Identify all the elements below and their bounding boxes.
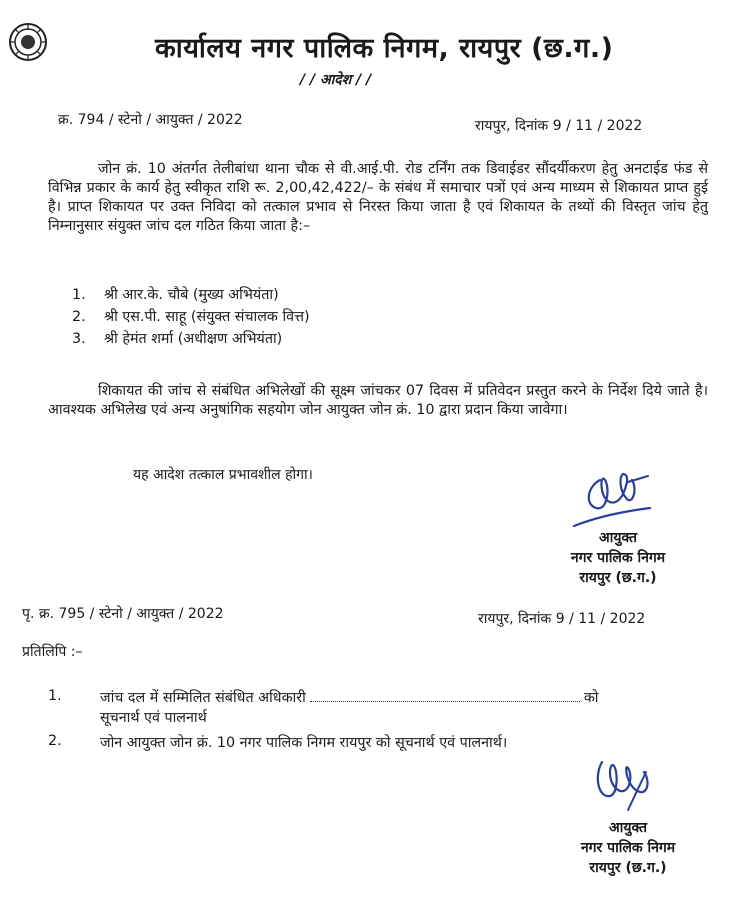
- member-name: श्री आर.के. चौबे (मुख्य अभियंता): [104, 287, 279, 303]
- body-paragraph-2: [48, 382, 708, 420]
- body-paragraph-1-text: जोन क्रं. 10 अंतर्गत तेलीबांधा थाना चौक से वी.आई.पी. रोड टर्निंग तक डिवाईडर सौंदर्यीकरण हेतु अनटाईड फंड से विभिन्न प्रकार के कार्य हेतु स्वीकृत राशि रू. 2,00,42,422/– के संबंध में समाचार पत्रों एवं अन्य माध्यम से शिकायत प्राप्त हुई है। प्राप्त शिकायत पर उक्त निविदा को तत्काल प्रभाव से निरस्त किया जाता है एवं शिकायत के तथ्यों की विस्तृत जांच हेतु निम्नानुसार संयुक्त जांच दल गठित किया जाता है:–: [48, 161, 708, 234]
- copy-item-1-suffix: को: [583, 690, 599, 706]
- team-member-2: [72, 307, 310, 326]
- designation: आयुक्त: [599, 530, 637, 546]
- order-reference-number: क्र. 794 / स्टेनो / आयुक्त / 2022: [58, 112, 243, 128]
- copy-reference-number: पृ. क्र. 795 / स्टेनो / आयुक्त / 2022: [22, 606, 224, 622]
- effective-statement: यह आदेश तत्काल प्रभावशील होगा।: [133, 467, 313, 483]
- list-number: 1.: [72, 287, 86, 303]
- member-name: श्री एस.पी. साहू (संयुक्त संचालक वित्त): [104, 309, 310, 325]
- copy-heading: प्रतिलिपि :–: [22, 644, 83, 660]
- municipal-seal-icon: [8, 22, 48, 62]
- signature-block-2: [558, 818, 698, 878]
- copy-item-2-number: 2.: [48, 733, 62, 749]
- commissioner-signature-1: [570, 468, 665, 530]
- body-paragraph-1: [48, 160, 708, 236]
- team-member-1: [72, 285, 279, 304]
- order-date: रायपुर, दिनांक 9 / 11 / 2022: [475, 118, 643, 134]
- organization: नगर पालिक निगम: [570, 550, 666, 566]
- copy-item-2-text: जोन आयुक्त जोन क्रं. 10 नगर पालिक निगम रायपुर को सूचनार्थ एवं पालनार्थ।: [100, 735, 508, 751]
- copy-item-1-text: जांच दल में सम्मिलित संबंधित अधिकारी: [100, 690, 306, 706]
- blank-line: [310, 689, 580, 702]
- office-title: कार्यालय नगर पालिक निगम, रायपुर (छ.ग.): [155, 33, 614, 64]
- commissioner-signature-2: [588, 752, 673, 814]
- list-number: 3.: [72, 331, 86, 347]
- designation: आयुक्त: [609, 820, 647, 836]
- copy-item-1-number: 1.: [48, 688, 62, 704]
- body-paragraph-2-text: शिकायत की जांच से संबंधित अभिलेखों की सूक्ष्म जांचकर 07 दिवस में प्रतिवेदन प्रस्तुत करने के निर्देश दिये जाते है। आवश्यक अभिलेख एवं अन्य अनुषांगिक सहयोग जोन आयुक्त जोन क्रं. 10 द्वारा प्रदान किया जावेगा।: [48, 383, 708, 418]
- city: रायपुर (छ.ग.): [589, 860, 667, 876]
- copy-date: रायपुर, दिनांक 9 / 11 / 2022: [478, 611, 646, 627]
- city: रायपुर (छ.ग.): [579, 570, 657, 586]
- copy-item-1-continuation: सूचनार्थ एवं पालनार्थ: [100, 710, 207, 726]
- organization: नगर पालिक निगम: [580, 840, 676, 856]
- signature-block-1: [548, 528, 688, 588]
- member-name: श्री हेमंत शर्मा (अधीक्षण अभियंता): [104, 331, 283, 347]
- list-number: 2.: [72, 309, 86, 325]
- order-label: / / आदेश / /: [300, 72, 372, 88]
- copy-item-1: [100, 688, 599, 707]
- team-member-3: [72, 329, 282, 348]
